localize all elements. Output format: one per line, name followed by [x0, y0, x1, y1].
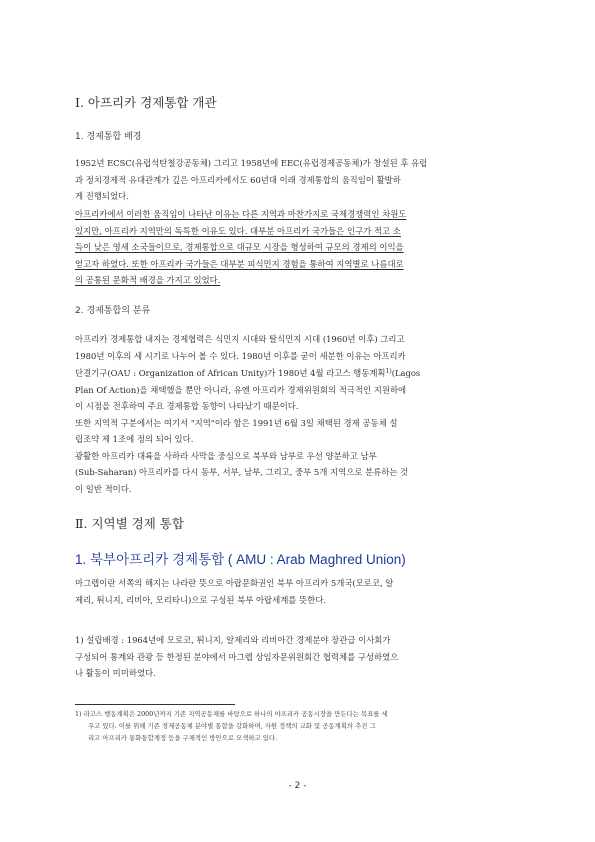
footnote-line: 리고 아프리카 통화통합계정 등을 구체적인 방안으로 모색하고 있다.: [88, 734, 278, 742]
underlined-text-line: 의 공통된 문화적 배경을 가지고 있었다.: [75, 275, 221, 285]
text-line: 1980년 이후의 세 시기로 나누어 볼 수 있다. 1980년 이후를 굳이 세분한 이유는 아프리카: [75, 350, 406, 361]
text-line: 이 일반 적이다.: [75, 483, 132, 494]
underlined-text-line: 득이 낮은 영세 소국들이므로, 경제통합으로 대규모 시장을 형성하여 규모의 경제의 이익을: [75, 242, 404, 252]
section-heading-2: Ⅱ. 지역별 경제 통합: [75, 516, 184, 531]
subheading-amu: 1. 북부아프리카 경제통합 ( AMU : Arab Maghred Union): [75, 552, 406, 567]
paragraph-background: [75, 155, 520, 205]
text-line: 광활한 아프리카 대륙을 사하라 사막을 중심으로 북부와 남부로 우선 양분하고 남부: [75, 450, 377, 461]
subheading-background: 1. 경제통합 배경: [75, 132, 142, 142]
text-line: (Sub-Saharan) 아프리카를 다시 동부, 서부, 남부, 그리고, 중부 5개 지역으로 분류하는 것: [75, 467, 409, 477]
footnote: [75, 708, 525, 744]
footnote-line: 1) 라고스 행동계획은 2000년까지 기존 지역공동체를 바탕으로 하나의 아프리카 공동시장을 만든다는 목표를 세: [75, 710, 388, 718]
page-number: - 2 -: [288, 781, 307, 791]
text-line: 립조약 제 1조에 정의 되어 있다.: [75, 434, 194, 444]
text-line: 1) 설립배경 : 1964년에 모로코, 튀니지, 알제리와 리비아간 경제분야 장관급 이사회가: [75, 635, 391, 645]
text-line: 제리, 튀니지, 리비아, 모리타니)으로 구성된 북부 아랍세계를 뜻한다.: [75, 594, 326, 605]
underlined-text: 있지만, 아프리카 지역만의 독특한 이유도 있다.: [75, 225, 251, 236]
footnote-reference: 1): [385, 368, 392, 375]
text-line: Plan Of Action)을 채택했을 뿐만 아니라, 유엔 아프리카 경제위원회의 적극적인 지원하에: [75, 384, 407, 395]
text-line: 게 진행되었다.: [75, 191, 129, 201]
underlined-text-line: 아프리카에서 이러한 움직임이 나타난 이유는 다른 지역과 마찬가지로 국제경쟁력인 차원도: [75, 209, 407, 219]
text-line: 또한 지역적 구분에서는 여기서 "지역"이라 함은 1991년 6월 3일 채택된 경제 공동체 설: [75, 417, 398, 428]
underlined-text-line: 얻고자 하였다. 또한 아프리카 국가들은 대부분 피식민지 경험을 통하여 지역별로 나름대로: [75, 258, 404, 269]
text-segment: (Lagos: [391, 368, 421, 378]
text-segment: 단결기구(OAU : Organization of African Unity)가 1980년 4월 라고스 행동계획: [75, 368, 386, 378]
section-heading-1: Ⅰ. 아프리카 경제통합 개관: [75, 95, 217, 110]
text-line: 1952년 ECSC(유럽석탄철강공동체) 그리고 1958년에 EEC(유럽경제공동체)가 창설된 후 유럽: [75, 158, 428, 168]
text-line: 구성되어 통계와 관광 등 한정된 분야에서 마그렙 상임자문위원회간 협력체를 구성하였으: [75, 651, 399, 662]
paragraph-classification: [75, 331, 520, 497]
footnote-line: 우고 있다. 이를 위해 기존 경제공동체 분야별 통합을 강화하며, 자원 정책의 교화 및 공동계획의 추진 그: [88, 722, 376, 730]
text-line: 이 시점을 전후하여 주요 경제통합 동향이 나타났기 때문이다.: [75, 401, 299, 411]
underlined-text: 대부분 아프리카 국가들은 인구가 적고 소: [250, 225, 401, 236]
text-line: 나 활동이 미미하였다.: [75, 668, 156, 678]
text-line: 과 정치경제적 유대관계가 깊은 아프리카에서도 60년대 이래 경제통합의 움직임이 활발하: [75, 174, 401, 185]
paragraph-reasons: [75, 206, 520, 289]
text-line: 아프리카 경제통합 내지는 경제협력은 식민지 시대와 탈식민지 시대 (1960년 이후) 그리고: [75, 334, 405, 344]
text-line: 마그렙이란 서쪽의 해지는 나라란 뜻으로 아랍문화권인 북부 아프리카 5개국(모로코, 알: [75, 578, 394, 588]
subheading-classification: 2. 경제통합의 분류: [75, 306, 151, 316]
footnote-divider: [75, 704, 235, 705]
paragraph-maghreb: [75, 575, 520, 608]
paragraph-establishment: [75, 632, 520, 682]
